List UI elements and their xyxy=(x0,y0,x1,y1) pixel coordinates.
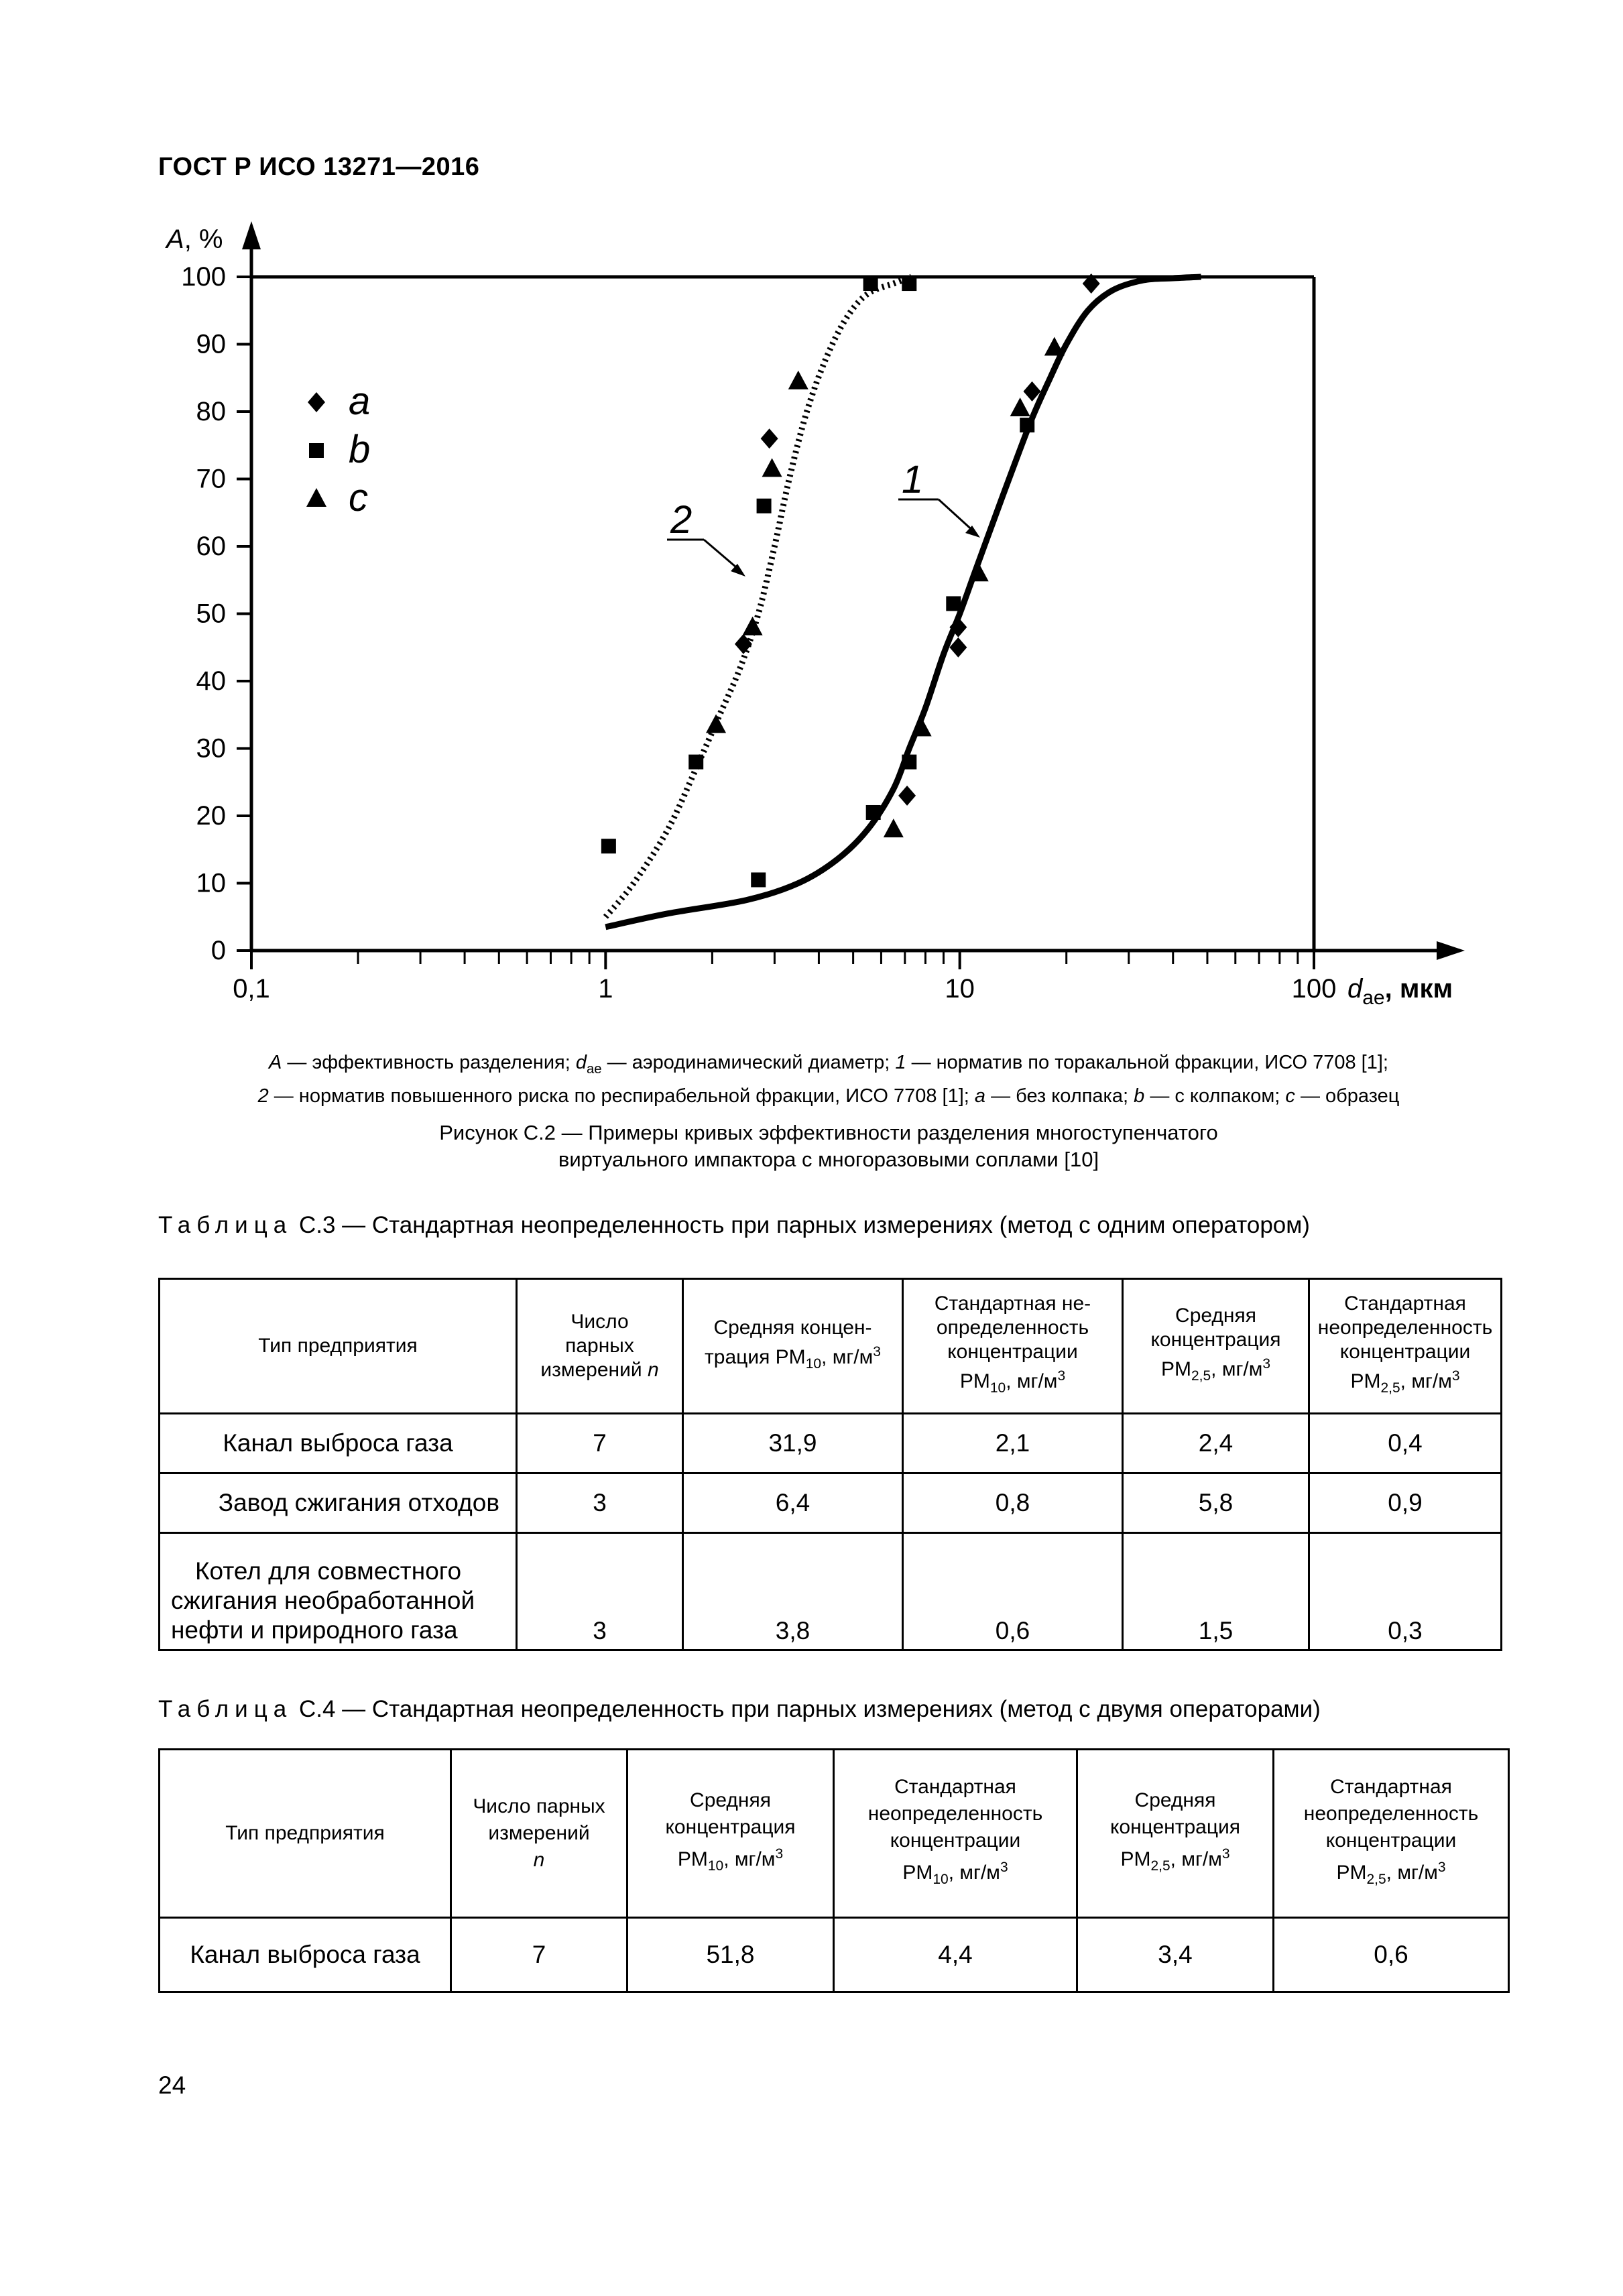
table-c4 xyxy=(158,1748,1510,1993)
table-header-row xyxy=(160,1279,1502,1414)
table-c3 xyxy=(158,1278,1502,1651)
table-row xyxy=(160,1473,1502,1533)
table4-title: Таблица С.4 — Стандартная неопределенность при парных измерениях (метод с двумя операторами) xyxy=(158,1696,1321,1722)
x-tick-label: 10 xyxy=(945,974,975,1004)
data-point-a xyxy=(761,428,778,448)
cell-u10: 0,8 xyxy=(903,1473,1123,1533)
data-point-b xyxy=(1020,418,1034,432)
y-tick-label: 30 xyxy=(196,733,226,764)
table-row xyxy=(160,1533,1502,1650)
cell-n: 7 xyxy=(451,1918,627,1992)
curve-2-label: 2 xyxy=(670,498,693,542)
legend-marker-c xyxy=(306,488,326,507)
data-point-b xyxy=(688,755,703,770)
y-tick-label: 0 xyxy=(211,936,226,965)
cell-c10: 6,4 xyxy=(683,1473,903,1533)
cell-c10: 51,8 xyxy=(627,1918,834,1992)
document-header: ГОСТ Р ИСО 13271—2016 xyxy=(158,153,480,181)
figure-caption xyxy=(158,1120,1499,1173)
col-pair-count: Число парных измерений n xyxy=(451,1750,627,1918)
col-enterprise-type: Тип предприятия xyxy=(160,1750,451,1918)
col-uncertainty-pm10: Стандартная неопределенность концентрации $PM_{10}$, $мг/м^3$ xyxy=(834,1750,1077,1918)
cell-c10: 31,9 xyxy=(683,1414,903,1473)
curve-1-leader xyxy=(939,499,975,533)
col-mean-pm25: Средняя концентрация $PM_{2,5}$, $мг/м^3$ xyxy=(1123,1279,1309,1414)
cell-c10: 3,8 xyxy=(683,1533,903,1650)
data-point-b xyxy=(757,499,772,513)
data-point-c xyxy=(788,371,808,389)
y-tick-label: 80 xyxy=(196,397,226,426)
col-pair-count: Число парных измерений n xyxy=(517,1279,683,1414)
col-uncertainty-pm25: Стандартная неопределенность концентрации $PM_{2,5}$, $мг/м^3$ xyxy=(1274,1750,1509,1918)
data-point-c xyxy=(762,458,782,477)
curve-1-label: 1 xyxy=(902,458,924,501)
data-point-b xyxy=(751,872,766,887)
figure-legend-text xyxy=(158,1049,1499,1109)
cell-u10: 0,6 xyxy=(903,1533,1123,1650)
col-mean-pm10: Средняя концентрация $PM_{10}$, $мг/м^3$ xyxy=(627,1750,834,1918)
figure-legend-line-2: 2 — норматив повышенного риска по респирабельной фракции, ИСО 7708 [1]; a — без колпака; b — с колпаком; c — образец xyxy=(257,1085,1400,1107)
chart-curves xyxy=(605,277,1201,927)
cell-u25: 0,9 xyxy=(1309,1473,1502,1533)
cell-u10: 2,1 xyxy=(903,1414,1123,1473)
curve-1 xyxy=(605,277,1201,927)
data-point-c xyxy=(1044,337,1065,356)
y-tick-label: 10 xyxy=(196,868,226,898)
cell-name: Котел для совместного сжигания необработанной нефти и природного газа xyxy=(160,1533,517,1650)
cell-u25: 0,6 xyxy=(1274,1918,1509,1992)
chart-legend xyxy=(306,379,370,520)
data-point-c xyxy=(912,717,932,736)
y-tick-label: 50 xyxy=(196,599,226,629)
figure-caption-line-1: Рисунок С.2 — Примеры кривых эффективности разделения многоступенчатого xyxy=(439,1121,1218,1144)
cell-name: Канал выброса газа xyxy=(160,1918,451,1992)
data-point-b xyxy=(866,805,881,820)
y-tick-label: 20 xyxy=(196,801,226,831)
x-tick-label: 100 xyxy=(1291,974,1337,1004)
cell-c25: 2,4 xyxy=(1123,1414,1309,1473)
legend-marker-b xyxy=(309,443,324,458)
cell-n: 3 xyxy=(517,1473,683,1533)
y-tick-label: 40 xyxy=(196,666,226,696)
data-point-b xyxy=(863,276,878,291)
cell-u25: 0,4 xyxy=(1309,1414,1502,1473)
y-tick-label: 90 xyxy=(196,329,226,359)
data-point-b xyxy=(601,839,616,853)
curve-2 xyxy=(605,277,911,917)
y-tick-label: 100 xyxy=(181,262,226,292)
table-row xyxy=(160,1918,1509,1992)
chart-points xyxy=(601,274,1100,887)
legend-label-c: c xyxy=(349,476,368,520)
data-point-c xyxy=(969,562,989,581)
x-tick-label: 0,1 xyxy=(233,974,270,1004)
data-point-b xyxy=(902,276,916,291)
chart-axes xyxy=(165,221,1465,1009)
data-point-b xyxy=(946,596,961,611)
figure-legend-line-1: A — эффективность разделения; $d_{ae}$ — аэродинамический диаметр; 1 — норматив по торакальной фракции, ИСО 7708 [1]; xyxy=(269,1052,1388,1077)
cell-name: Канал выброса газа xyxy=(160,1414,517,1473)
data-point-a xyxy=(735,634,752,654)
page-number: 24 xyxy=(158,2071,186,2099)
y-axis-label: A, % xyxy=(166,225,223,254)
chart-labels xyxy=(667,458,980,577)
data-point-c xyxy=(743,617,763,636)
data-point-a xyxy=(898,786,916,806)
data-point-c xyxy=(706,714,726,733)
y-axis-arrow-icon xyxy=(242,221,261,249)
cell-n: 7 xyxy=(517,1414,683,1473)
figure-caption-line-2: виртуального импактора с многоразовыми соплами [10] xyxy=(558,1148,1099,1171)
separation-efficiency-chart xyxy=(0,0,1623,1046)
data-point-b xyxy=(902,755,916,770)
cell-u10: 4,4 xyxy=(834,1918,1077,1992)
cell-name: Завод сжигания отходов xyxy=(160,1473,517,1533)
cell-n: 3 xyxy=(517,1533,683,1650)
col-mean-pm10: Средняя концен- трация $PM_{10}$, $мг/м^3$ xyxy=(683,1279,903,1414)
table3-title: Таблица С.3 — Стандартная неопределенность при парных измерениях (метод с одним оператором) xyxy=(158,1212,1310,1238)
x-axis-arrow-icon xyxy=(1437,941,1465,960)
x-tick-label: 1 xyxy=(598,974,613,1004)
legend-marker-a xyxy=(308,392,325,412)
col-uncertainty-pm25: Стандартная неопределенность концентрации $PM_{2,5}$, $мг/м^3$ xyxy=(1309,1279,1502,1414)
cell-u25: 0,3 xyxy=(1309,1533,1502,1650)
cell-c25: 5,8 xyxy=(1123,1473,1309,1533)
col-enterprise-type: Тип предприятия xyxy=(160,1279,517,1414)
col-uncertainty-pm10: Стандартная не- определенность концентрации $PM_{10}$, $мг/м^3$ xyxy=(903,1279,1123,1414)
table-header-row xyxy=(160,1750,1509,1918)
legend-label-a: a xyxy=(349,379,371,423)
x-axis-label: $d_{ae}$, мкм xyxy=(1347,974,1453,1009)
cell-c25: 3,4 xyxy=(1077,1918,1274,1992)
col-mean-pm25: Средняя концентрация $PM_{2,5}$, $мг/м^3$ xyxy=(1077,1750,1274,1918)
legend-label-b: b xyxy=(349,428,371,471)
data-point-c xyxy=(884,819,904,837)
table-row xyxy=(160,1414,1502,1473)
curve-1-arrow-icon xyxy=(965,526,980,538)
data-point-c xyxy=(1010,398,1030,416)
cell-c25: 1,5 xyxy=(1123,1533,1309,1650)
y-tick-label: 70 xyxy=(196,464,226,494)
y-tick-label: 60 xyxy=(196,532,226,561)
